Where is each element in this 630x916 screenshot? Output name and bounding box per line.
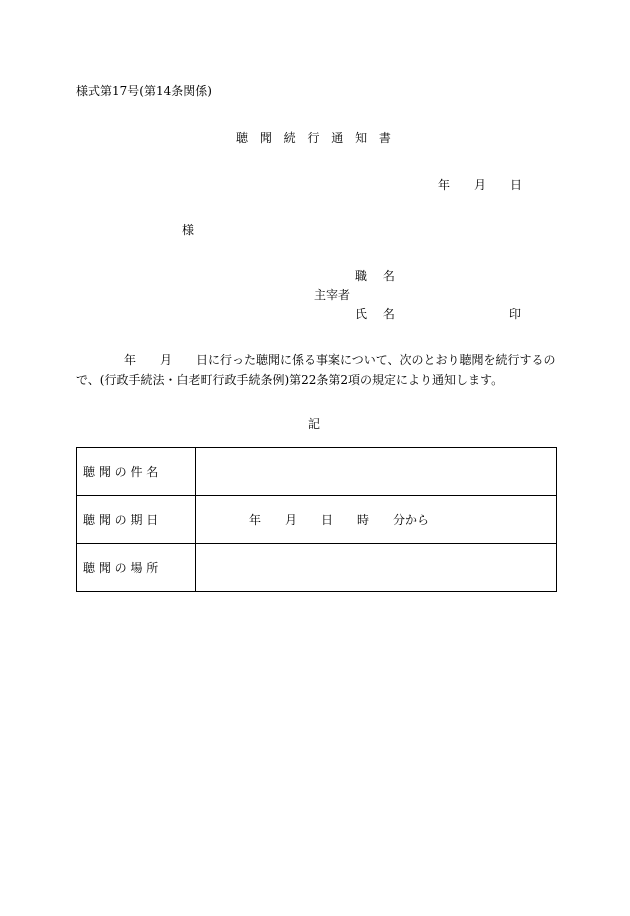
body-text-line2: で、(行政手続法・白老町行政手続条例)第22条第2項の規定により通知します。 [76,373,504,387]
hearing-details-table [76,447,557,592]
subject-label: 聴 聞 の 件 名 [77,448,196,496]
body-year: 年 [124,353,137,367]
table-row-date [77,496,557,544]
date-value: 年 月 日 時 分から [196,496,557,544]
table-row-place [77,544,557,592]
seal-mark: 印 [509,307,522,321]
position-label: 職 名 [355,269,401,283]
name-label: 氏 名 [355,307,401,321]
form-number: 様式第17号(第14条関係) [76,84,212,98]
body-text-line1: 日に行った聴聞に係る事案について、次のとおり聴聞を続行するの [196,353,556,367]
place-value [196,544,557,592]
subject-value [196,448,557,496]
date-label: 聴 聞 の 期 日 [77,496,196,544]
place-label: 聴 聞 の 場 所 [77,544,196,592]
date-year: 年 [438,178,451,192]
notes-heading: 記 [308,417,321,431]
presider-role-label: 主宰者 [314,288,351,302]
document-title: 聴 聞 続 行 通 知 書 [236,131,395,145]
addressee-suffix: 様 [182,223,195,237]
date-month: 月 [474,178,487,192]
notice-body [76,350,556,390]
date-day: 日 [510,178,523,192]
body-month: 月 [160,353,173,367]
table-row-subject [77,448,557,496]
